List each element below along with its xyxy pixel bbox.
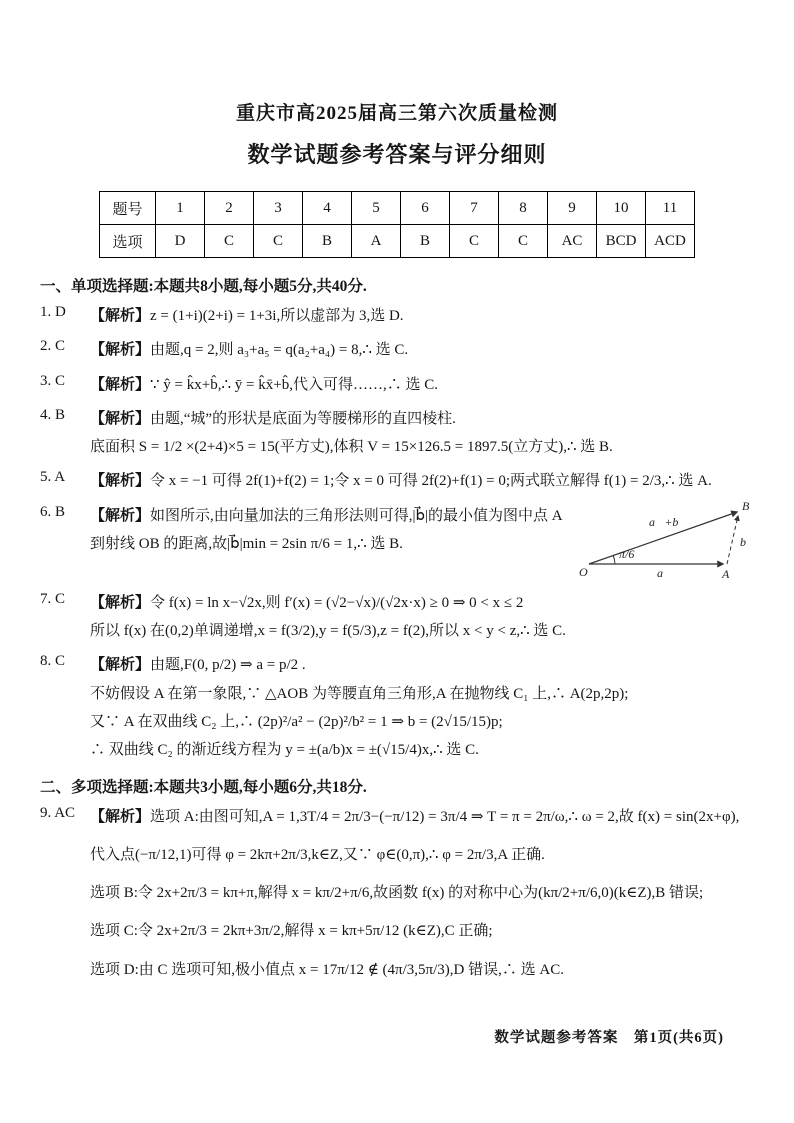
- question-3: [40, 373, 754, 401]
- q3-line-0: [90, 373, 754, 397]
- q-answer: C: [55, 590, 66, 607]
- question-5: [40, 469, 754, 497]
- vector-b-label: b⃗: [740, 534, 754, 549]
- question-2-number: [40, 338, 90, 366]
- question-9-number: [40, 805, 90, 996]
- question-1-body: [90, 304, 754, 332]
- q9-line-1: 代入点(−π/12,1)可得 φ = 2kπ+2π/3,k∈Z,又∵ φ∈(0,π),∴ φ = 2π/3,A 正确.: [90, 846, 545, 863]
- table-cell: AC: [548, 225, 597, 258]
- question-7: [40, 591, 754, 648]
- vector-sum-label: a⃗+b⃗: [649, 514, 688, 529]
- question-4: [40, 407, 754, 464]
- question-4-body: [90, 407, 754, 464]
- q-answer: C: [55, 372, 66, 389]
- table-cell: 10: [597, 192, 646, 225]
- q7-line-1: 所以 f(x) 在(0,2)单调递增,x = f(3/2),y = f(5/3),z = f(2),所以 x < y < z,∴ 选 C.: [90, 623, 566, 640]
- q9-line-3: 选项 C:令 2x+2π/3 = 2kπ+3π/2,解得 x = kπ+5π/12 (k∈Z),C 正确;: [90, 923, 493, 940]
- q-num: 3.: [40, 372, 52, 389]
- table-cell: ACD: [646, 225, 695, 258]
- analysis-marker: 【解析】: [90, 376, 151, 393]
- q-num: 8.: [40, 653, 52, 670]
- angle-label: π/6: [619, 546, 635, 561]
- vector-b-arrow: [727, 516, 738, 564]
- page-footer: 数学试题参考答案 第1页(共6页): [494, 1030, 724, 1046]
- question-9-body: [90, 805, 754, 996]
- q4-text-0: 由题,“城”的形状是底面为等腰梯形的直四棱柱.: [150, 410, 456, 427]
- table-cell: C: [205, 225, 254, 258]
- q1-line-0: [90, 304, 754, 328]
- table-cell: C: [254, 225, 303, 258]
- table-cell: 6: [401, 192, 450, 225]
- question-2-body: [90, 338, 754, 366]
- q9-line-0: [90, 805, 754, 829]
- analysis-marker: 【解析】: [90, 473, 151, 490]
- section2-heading: 二、多项选择题:本题共3小题,每小题6分,共18分.: [40, 778, 367, 796]
- q8-line-1: 不妨假设 A 在第一象限,∵ △AOB 为等腰直角三角形,A 在抛物线 C₁ 上,∴ A(2p,2p);: [90, 685, 629, 702]
- q-num: 5.: [40, 469, 52, 486]
- question-1: [40, 304, 754, 332]
- q8-line-2: 又∵ A 在双曲线 C₂ 上,∴ (2p)²/a² − (2p)²/b² = 1 ⇒ b = (2√15/15)p;: [90, 713, 503, 730]
- q3-text: ∵ ŷ = k̂x+b̂,∴ ȳ = k̂x̄+b̂,代入可得……,∴ 选 C.: [150, 376, 438, 393]
- q-num: 6.: [40, 503, 52, 520]
- table-cell: B: [401, 225, 450, 258]
- q-num: 1.: [40, 304, 52, 320]
- q-num: 9.: [40, 804, 52, 821]
- analysis-marker: 【解析】: [90, 308, 151, 324]
- question-6-number: [40, 504, 90, 585]
- q-answer: AC: [54, 804, 76, 821]
- question-2: [40, 338, 754, 366]
- angle-arc: [613, 555, 615, 564]
- table-cell: 4: [303, 192, 352, 225]
- question-7-number: [40, 591, 90, 648]
- point-B-label: B: [742, 498, 750, 513]
- q4-line-0: [90, 407, 754, 431]
- table-cell: 8: [499, 192, 548, 225]
- q-answer: D: [55, 304, 66, 320]
- answer-table-answer-row: [100, 225, 695, 258]
- section1-heading: 一、单项选择题:本题共8小题,每小题5分,共40分.: [40, 278, 367, 295]
- vector-triangle-figure: [579, 498, 754, 585]
- q5-text: 令 x = −1 可得 2f(1)+f(2) = 1;令 x = 0 可得 2f(2)+f(1) = 0;两式联立解得 f(1) = 2/3,∴ 选 A.: [150, 473, 712, 490]
- question-6-content: [90, 498, 754, 585]
- q5-line-0: [90, 469, 754, 493]
- analysis-marker: 【解析】: [90, 507, 151, 524]
- table-cell: 5: [352, 192, 401, 225]
- point-O-label: O: [579, 564, 588, 579]
- question-3-body: [90, 373, 754, 401]
- q6-text-0: 如图所示,由向量加法的三角形法则可得,|b⃗|的最小值为图中点 A: [150, 507, 563, 524]
- q-answer: B: [55, 503, 66, 520]
- analysis-marker: 【解析】: [90, 808, 151, 825]
- question-7-body: [90, 591, 754, 648]
- q9-line-4: 选项 D:由 C 选项可知,极小值点 x = 17π/12 ∉ (4π/3,5π/3),D 错误,∴ 选 AC.: [90, 961, 564, 978]
- table-cell: BCD: [597, 225, 646, 258]
- page-subtitle: 数学试题参考答案与评分细则: [247, 142, 547, 167]
- table-cell: 11: [646, 192, 695, 225]
- answer-table-number-row: [100, 192, 695, 225]
- q7-line-0: [90, 591, 754, 615]
- question-9: [40, 805, 754, 996]
- q2-text: 由题,q = 2,则 a₃+a₅ = q(a₂+a₄) = 8,∴ 选 C.: [150, 342, 409, 359]
- vector-a-label: a⃗: [657, 565, 673, 580]
- table-cell: B: [303, 225, 352, 258]
- q1-text: z = (1+i)(2+i) = 1+3i,所以虚部为 3,选 D.: [150, 308, 404, 324]
- question-5-body: [90, 469, 754, 497]
- q-answer: A: [54, 469, 66, 486]
- q8-line-0: [90, 653, 754, 677]
- question-4-number: [40, 407, 90, 464]
- q9-text-0: 选项 A:由图可知,A = 1,3T/4 = 2π/3−(−π/12) = 3π/4 ⇒ T = π = 2π/ω,∴ ω = 2,故 f(x) = sin(2x+φ),: [150, 808, 740, 825]
- q8-text-0: 由题,F(0, p/2) ⇒ a = p/2 .: [150, 657, 306, 674]
- table-header-numbers: 题号: [100, 192, 156, 225]
- q4-line-1: 底面积 S = 1/2 ×(2+4)×5 = 15(平方丈),体积 V = 15×126.5 = 1897.5(立方丈),∴ 选 B.: [90, 439, 613, 456]
- analysis-marker: 【解析】: [90, 342, 151, 359]
- question-6: [40, 498, 754, 585]
- question-1-number: [40, 304, 90, 332]
- table-cell: 2: [205, 192, 254, 225]
- q6-line-1: 到射线 OB 的距离,故|b⃗|min = 2sin π/6 = 1,∴ 选 B.: [90, 536, 403, 553]
- point-A-label: A: [722, 566, 730, 580]
- table-cell: 3: [254, 192, 303, 225]
- page-title: 重庆市高2025届高三第六次质量检测: [235, 103, 558, 124]
- analysis-marker: 【解析】: [90, 410, 151, 427]
- q8-line-3: ∴ 双曲线 C₂ 的渐近线方程为 y = ±(a/b)x = ±(√15/4)x,∴ 选 C.: [90, 742, 479, 759]
- question-3-number: [40, 373, 90, 401]
- q-num: 2.: [40, 338, 52, 355]
- table-cell: 9: [548, 192, 597, 225]
- q-answer: B: [55, 406, 66, 423]
- q-num: 7.: [40, 590, 52, 607]
- vector-triangle-svg: [579, 498, 754, 580]
- answer-table: [99, 191, 695, 258]
- question-8: [40, 653, 754, 766]
- table-cell: 1: [156, 192, 205, 225]
- question-6-body: [90, 498, 754, 585]
- question-8-body: [90, 653, 754, 766]
- table-header-answers: 选项: [100, 225, 156, 258]
- table-cell: A: [352, 225, 401, 258]
- table-cell: 7: [450, 192, 499, 225]
- q9-line-2: 选项 B:令 2x+2π/3 = kπ+π,解得 x = kπ/2+π/6,故函数 f(x) 的对称中心为(kπ/2+π/6,0)(k∈Z),B 错误;: [90, 885, 704, 902]
- q-answer: C: [55, 338, 66, 355]
- q2-line-0: [90, 338, 754, 362]
- analysis-marker: 【解析】: [90, 657, 151, 674]
- question-5-number: [40, 469, 90, 497]
- table-cell: C: [499, 225, 548, 258]
- q-answer: C: [55, 653, 66, 670]
- question-8-number: [40, 653, 90, 766]
- q6-line-0: [90, 504, 571, 528]
- question-6-lines: [90, 504, 571, 561]
- analysis-marker: 【解析】: [90, 594, 151, 611]
- table-cell: C: [450, 225, 499, 258]
- table-cell: D: [156, 225, 205, 258]
- q7-text-0: 令 f(x) = ln x−√2x,则 f′(x) = (√2−√x)/(√2x·x) ≥ 0 ⇒ 0 < x ≤ 2: [150, 594, 524, 611]
- q-num: 4.: [40, 406, 52, 423]
